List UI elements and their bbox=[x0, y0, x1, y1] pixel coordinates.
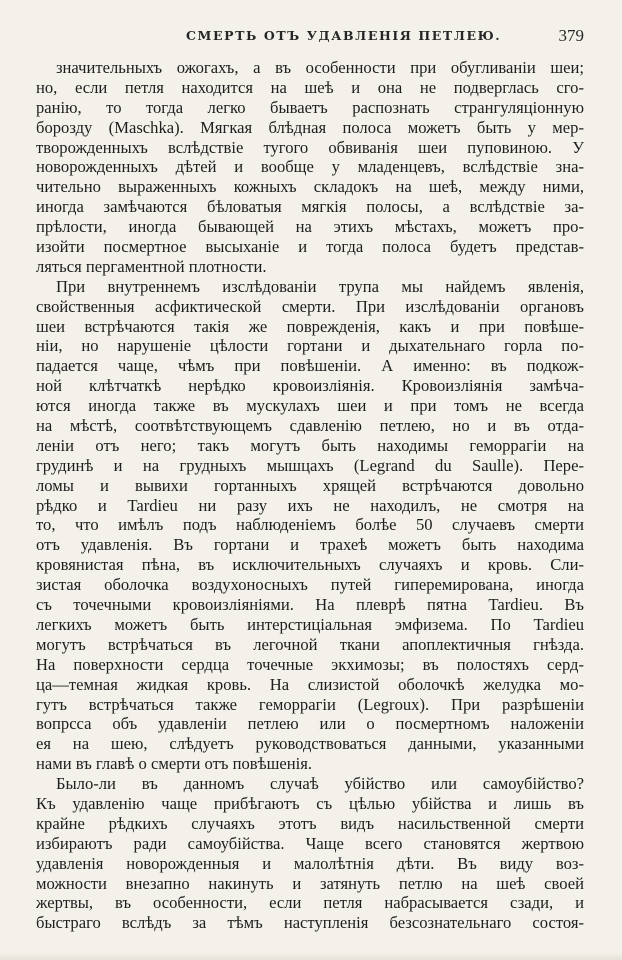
text-line: свойственныя асфиктической смерти. При изслѣдованіи органовъ bbox=[36, 296, 584, 316]
text-line: крайне рѣдкихъ случаяхъ этотъ видъ насильственной смерти bbox=[36, 813, 584, 833]
text-line: вопрсса объ удавленіи петлею или о посмертномъ наложеніи bbox=[36, 714, 584, 734]
text-line: кровянистая пѣна, въ исключительныхъ случаяхъ и кровь. Сли- bbox=[36, 555, 584, 575]
text-line: жертвы, въ особенности, если петля набрасывается сзади, и bbox=[36, 893, 584, 913]
text-line: избираютъ ради самоубійства. Чаще всего становятся жертвою bbox=[36, 833, 584, 853]
text-line: При внутреннемъ изслѣдованіи трупа мы найдемъ явленія, bbox=[56, 276, 584, 296]
text-line: творожденныхъ вслѣдствіе тугого обвиванія шеи пуповиною. У bbox=[36, 137, 584, 157]
text-line: на мѣстѣ, соотвѣтствующемъ сдавленію петлею, но и въ отда- bbox=[36, 416, 584, 436]
text-line: зистая оболочка воздухоносныхъ путей гиперемирована, иногда bbox=[36, 575, 584, 595]
running-head: СМЕРТЬ ОТЪ УДАВЛЕНІЯ ПЕТЛЕЮ. bbox=[186, 28, 502, 43]
text-line: быстраго вслѣдъ за тѣмъ наступленія безсознательнаго состоя- bbox=[36, 913, 584, 933]
text-line: ца—темная жидкая кровь. На слизистой оболочкѣ желудка мо- bbox=[36, 674, 584, 694]
text-line: рѣдко и Tardieu ни разу ихъ не находилъ, не смотря на bbox=[36, 495, 584, 515]
page-edge-shadow bbox=[0, 952, 622, 960]
text-line: могутъ встрѣчаться въ легочной ткани апоплектичныя гнѣзда. bbox=[36, 634, 584, 654]
text-line: новорожденныхъ дѣтей и вообще у младенцевъ, вслѣдствіе зна- bbox=[36, 157, 584, 177]
page-number: 379 bbox=[558, 26, 584, 45]
text-line: Было-ли въ данномъ случаѣ убійство или самоубійство? bbox=[56, 774, 584, 794]
text-line: На поверхности сердца точечные экхимозы; въ полостяхъ серд- bbox=[36, 654, 584, 674]
text-line: значительныхъ ожогахъ, а въ особенности при обугливаніи шеи; bbox=[56, 58, 584, 77]
text-line: съ точечными кровоизліяніями. На плеврѣ пятна Tardieu. Въ bbox=[36, 595, 584, 615]
text-line: изойти посмертное высыханіе и тогда полоса будетъ представ- bbox=[36, 237, 584, 257]
text-line: грудинѣ и на грудныхъ мышцахъ (Legrand du Saulle). Пере- bbox=[36, 455, 584, 475]
text-line: отъ удавленія. Въ гортани и трахеѣ можетъ быть находима bbox=[36, 535, 584, 555]
text-line: прѣлости, иногда бывающей на этихъ мѣстахъ, можетъ про- bbox=[36, 217, 584, 237]
text-line: удавленія новорожденныя и малолѣтнія дѣти. Въ виду воз- bbox=[36, 853, 584, 873]
text-line: борозду (Maschka). Мягкая блѣдная полоса можетъ быть у мер- bbox=[36, 117, 584, 137]
text-line: леніи отъ него; такъ могутъ быть находимы геморрагіи на bbox=[36, 435, 584, 455]
text-line: ляться пергаментной плотности. bbox=[36, 256, 267, 276]
text-line: шеи встрѣчаются такія же поврежденія, какъ и при повѣше- bbox=[36, 316, 584, 336]
text-line: ломы и вывихи гортанныхъ хрящей встрѣчаются довольно bbox=[36, 475, 584, 495]
body-text bbox=[36, 58, 584, 933]
text-line: можности внезапно накинуть и затянуть петлю на шеѣ своей bbox=[36, 873, 584, 893]
text-line: ея на шею, слѣдуетъ руководствоваться данными, указанными bbox=[36, 734, 584, 754]
text-line: то, что имѣлъ подъ наблюденіемъ болѣе 50 случаевъ смерти bbox=[36, 515, 584, 535]
text-line: нами въ главѣ о смерти отъ повѣшенія. bbox=[36, 754, 313, 774]
text-line: гутъ встрѣчаться также геморрагіи (Legroux). При разрѣшеніи bbox=[36, 694, 584, 714]
text-line: ной клѣтчаткѣ нерѣдко кровоизліянія. Кровоизліянія замѣча- bbox=[36, 376, 584, 396]
text-line: чительно выраженныхъ кожныхъ складокъ на шеѣ, между ними, bbox=[36, 177, 584, 197]
text-line: ніи, но нарушеніе цѣлости гортани и дыхательнаго горла по- bbox=[36, 336, 584, 356]
text-line: но, если петля находится на шеѣ и она не подверглась сго- bbox=[36, 77, 584, 97]
page-header bbox=[36, 26, 584, 48]
text-line: ются иногда также въ мускулахъ шеи и при томъ не всегда bbox=[36, 396, 584, 416]
text-line: иногда замѣчаются бѣловатыя мягкія полосы, а вслѣдствіе за- bbox=[36, 197, 584, 217]
text-line: Къ удавленію чаще прибѣгаютъ съ цѣлью убійства и лишь въ bbox=[36, 793, 584, 813]
text-line: ранію, то тогда легко бываетъ распознать странгуляціонную bbox=[36, 97, 584, 117]
text-line: падается чаще, чѣмъ при повѣшеніи. А именно: въ подкож- bbox=[36, 356, 584, 376]
text-line: легкихъ можетъ быть интерстиціальная эмфизема. По Tardieu bbox=[36, 614, 584, 634]
